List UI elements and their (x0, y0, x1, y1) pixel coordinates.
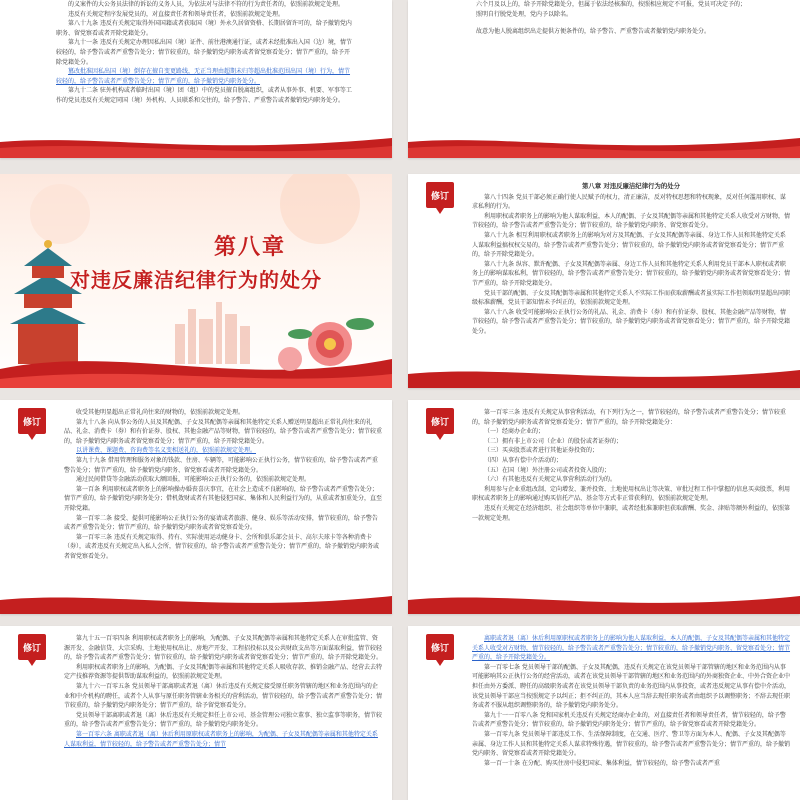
text-line: 利用职权或者职务上的影响，为配偶、子女及其配偶等亲属和其他特定关系人吸收存款、推销金融产品、经营去去特定产技推荐资源等提供帮助谋取利益的，依照前款规定处理。 (64, 663, 383, 681)
revision-tag: 修订 (426, 634, 454, 660)
text-line-revised: 以讲课费、课题费、咨询费等名义变相送礼的，依照前款规定处理。 (76, 447, 257, 455)
text-line: 第九十五一百零四条 利用职权或者职务上的影响，为配偶、子女及其配偶等亲属和其他特定关系人在审批监管、资源开发、金融信贷、大宗采购、土地使用权出让、房地产开发、工程招投标以及公共财政支出等方面谋取利益，情节较轻的，给予警告或者严重警告处分；情节较重的，给予撤销党内职务或者留党察看处分；情节严重的，给予开除党籍处分。 (64, 635, 383, 662)
slide-page-8[interactable] (408, 626, 800, 800)
list-item: （三）买卖股票或者进行其他证券投资的； (484, 447, 599, 455)
slide-text (64, 408, 382, 562)
slide-page-5[interactable] (0, 400, 392, 614)
text-line: 故意为他人脱离组织出走提供方便条件的，给予警告、严重警告或者撤销党内职务处分。 (476, 28, 711, 36)
slide-page-1[interactable] (0, 0, 392, 158)
slide-text (472, 408, 790, 523)
text-line-revised: 第一百零六条 离职或者退（离）休后利用原职权或者职务上的影响，为配偶、子女及其配偶等亲属和其他特定关系人谋取利益，情节较轻的，给予警告或者严重警告处分；情节 (64, 730, 378, 748)
text-line: 第九十九条 借用管理和服务对象的钱款、住房、车辆等，可能影响公正执行公务，情节较重的，给予警告或者严重警告处分；情节严重的，给予撤销党内职务、留党察看或者开除党籍处分。 (64, 456, 378, 474)
text-line: 第九十一条 违反有关规定办理因私出国（境）证件、前往港澳通行证，或者未经批准出入国（边）境，情节较轻的，给予警告或者严重警告处分；情节较重的，给予撤销党内职务或者留党察看处分；情节严重的，给予开除党籍处分。 (56, 39, 352, 66)
text-line: 党员干部的配偶、子女及其配偶等亲属和其他特定关系人不实际工作而获取薪酬或者虽实际工作但领取明显超出同职级标准薪酬，党员干部知情未予纠正的，依照前款规定处理。 (472, 289, 791, 307)
text-line: 利用职权或者职务上的影响为他人谋取利益，本人的配偶、子女及其配偶等亲属和其他特定关系人收受对方财物，情节较轻的，给予警告或者严重警告处分；情节较重的，给予撤销党内职务、留党察看处分。 (472, 212, 791, 230)
slide-text (56, 0, 352, 106)
text-line: 第一百零三条 违反有关规定取得、持有、实际使用运动健身卡、会所和俱乐部会员卡、高尔夫球卡等各种消费卡（券），或者违反有关规定出入私人会所，情节较重的，给予警告或者严重警告处分；情节严重的，给予撤销党内职务或者留党察看处分。 (64, 533, 380, 560)
list-item: （四）从事有偿中介活动的； (484, 456, 563, 464)
text-line: 第八十八条 收受可能影响公正执行公务的礼品、礼金、消费卡（券）和有价证券、股权、其他金融产品等财物，情节较轻的，给予警告或者严重警告处分；情节较重的，给予撤销党内职务或者留党察看处分；情节严重的，给予开除党籍处分。 (472, 308, 791, 335)
text-line: 六个月及以上的，给予开除党籍处分，但属于依法经核准的，按照相应规定不可报，党员可决定予的； (476, 1, 747, 8)
red-wave-decoration (0, 586, 392, 614)
text-line: 第八十九条 相互利用职权或者职务上的影响为对方及其配偶、子女及其配偶等亲属、身边工作人员和其他特定关系人谋取利益搞权权交易的，给予警告或者严重警告处分；情节较重的，给予撤销党内职务或者留党察看处分；情节严重的，给予开除党籍处分。 (472, 231, 786, 259)
list-item: （一）经商办企业的； (484, 428, 545, 436)
slide-text (472, 182, 790, 337)
text-line: 第一百一十条 在分配、购买住房中侵犯国家、集体利益，情节较轻的，给予警告或者严重 (484, 759, 720, 767)
city-skyline-illustration (175, 302, 250, 364)
red-wave-decoration (0, 130, 392, 158)
text-line: 违反有关规定在经济组织、社会组织等单位中兼职，或者经批准兼职但获取薪酬、奖金、津贴等额外利益的，依照第一款规定处理。 (472, 504, 791, 522)
chapter-name-title: 对违反廉洁纪律行为的处分 (70, 268, 322, 292)
slide-text (64, 634, 382, 749)
text-line: 第一百零三条 违反有关规定从事营利活动，有下列行为之一，情节较轻的，给予警告或者严重警告处分；情节较重的，给予撤销党内职务或者留党察看处分；情节严重的，给予开除党籍处分： (472, 409, 786, 426)
list-item: （六）有其他违反有关规定从事营利活动行为的。 (484, 476, 617, 484)
text-line: 第八十九条 违反有关规定取得外国国籍或者获取国（境）外永久居留资格、长期居留许可的，给予撤销党内职务、留党察看或者开除党籍处分。 (56, 20, 352, 37)
text-line: 照明自行脱党处理，党内予以除名。 (476, 10, 573, 18)
text-line: 通过民间借贷等金融活动获取大额回报，可能影响公正执行公务的，依照前款规定处理。 (76, 476, 311, 484)
slide-text (472, 634, 790, 768)
text-line: 的义案件的大公务员法律的诉讼的义务人员，为依法对与法律不符的行为责任者的，依照前款规定处理。 (68, 1, 345, 8)
slide-page-2[interactable] (408, 0, 800, 158)
text-line: 违反有关规定程序发展党员的，对直接责任者和领导责任者，依照前款规定处理。 (68, 10, 285, 18)
chapter-cover-slide[interactable] (0, 174, 392, 388)
peony-flower-illustration (278, 318, 374, 371)
revision-tag: 修订 (426, 408, 454, 434)
slide-page-6[interactable] (408, 400, 800, 614)
list-item: （二）拥有非上市公司（企业）的股份或者证券的； (484, 437, 623, 445)
revision-tag: 修订 (18, 634, 46, 660)
text-line: 第九十六一百零五条 党员领导干部离职或者退（离）休后违反有关规定接受原任职务管辖的地区和业务范围内的企业和中介机构的聘任，或者个人从事与原任职务管辖业务相关的营利活动，情节较轻的，给予警告或者严重警告处分；情节较重的，给予撤销党内职务处分；情节严重的，给予留党察看处分。 (64, 682, 383, 710)
text-line: 第九十一一百零八条 党和国家机关违反有关规定经商办企业的，对直接责任者和领导责任者，情节较轻的，给予警告或者严重警告处分；情节较重的，给予撤销党内职务处分；情节严重的，给予留党察看或者开除党籍处分。 (472, 711, 786, 729)
revision-tag: 修订 (18, 408, 46, 434)
slide-page-4[interactable] (408, 174, 800, 388)
red-wave-decoration (408, 130, 800, 158)
list-item: （五）在国（境）外注册公司或者投资入股的； (484, 466, 611, 474)
text-line: 第八十四条 党员干部必须正确行使人民赋予的权力，清正廉洁，反对特权思想和特权现象，反对任何滥用职权、谋求私利的行为。 (472, 193, 786, 211)
red-wave-decoration (408, 360, 800, 388)
red-wave-decoration (408, 586, 800, 614)
text-line: 第一百零九条 党员领导干部违反工作、生活保障制度，在交通、医疗、警卫等方面为本人、配偶、子女及其配偶等亲属、身边工作人员和其他特定关系人谋求特殊待遇，情节较重的，给予警告或者严重警告处分；情节严重的，给予撤销党内职务、留党察看或者开除党籍处分。 (472, 730, 791, 758)
slide-text (464, 0, 760, 37)
text-line: 第八十九条 纵容、默许配偶、子女及其配偶等亲属、身边工作人员和其他特定关系人利用党员干部本人职权或者职务上的影响谋取私利，情节较轻的，给予警告或者严重警告处分；情节较重的，给予撤销党内职务或者留党察看处分；情节严重的，给予开除党籍处分。 (472, 260, 791, 287)
temple-of-heaven-illustration (10, 240, 86, 364)
text-line: 第九十八条 向从事公务的人员及其配偶、子女及其配偶等亲属和其他特定关系人赠送明显超出正常礼尚往来的礼品、礼金、消费卡（券）和有价证券、股权、其他金融产品等财物，情节较轻的，给予警告或者严重警告处分；情节较重的，给予撤销党内职务或者留党察看处分；情节严重的，给予开除党籍处分。 (64, 418, 383, 445)
text-line-revised: 离职或者退（离）休后利用原职权或者职务上的影响为他人谋取利益，本人的配偶、子女及其配偶等亲属和其他特定关系人收受对方财物，情节较轻的，给予警告或者严重警告处分；情节较重的，给予撤销党内职务、留党察看处分；情节严重的，给予开除党籍处分。 (472, 635, 791, 662)
text-line: 第一百零七条 党员领导干部的配偶、子女及其配偶，违反有关规定在该党员领导干部管辖的地区和业务范围内从事可能影响其公正执行公务的经营活动，或者在该党员领导干部管辖的地区和业务范围内的外商独资企业、中外合资企业中担任由外方委派、聘任的高级职务或者在该党员领导干部负责的业务范围内从事投资，或者违反规定从事有偿中介活动，该党员领导干部应当按照规定予以纠正；拒不纠正的，其本人应当辞去现任职务或者由组织予以调整职务；不辞去现任职务或者不服从组织调整职务的，给予撤销党内职务处分。 (472, 663, 791, 710)
text-line: 第一百条 利用职权或者职务上的影响操办婚丧喜庆事宜，在社会上造成不良影响的，给予警告或者严重警告处分；情节严重的，给予撤销党内职务处分；借机敛财或者有其他侵犯国家、集体和人民利益行为的，从重或者加重处分，直至开除党籍。 (64, 485, 383, 512)
text-line: 收受其他明显超出正常礼尚往来的财物的，依照前款规定处理。 (76, 409, 245, 416)
text-line: 利用参与企业重组改制、定向增发、兼并投资、土地使用权出让等决策、审批过程工作中掌握的信息买卖股票，利用职权或者职务上的影响通过购买信托产品、基金等方式非正常获利的，依照前款规定处理。 (472, 485, 791, 503)
chapter-number-title: 第八章 (213, 235, 286, 260)
section-heading: 第八章 对违反廉洁纪律行为的处分 (581, 182, 681, 190)
revision-tag: 修订 (426, 182, 454, 208)
text-line: 党员领导干部离职或者退（离）休后违反有关规定担任上市公司、基金管理公司独立董事、独立监事等职务，情节较重的，给予警告或者严重警告处分；情节严重的，给予撤销党内职务处分。 (64, 711, 383, 729)
slide-page-7[interactable] (0, 626, 392, 800)
text-line: 第九十二条 驻外机构或者临时出国（境）团（组）中的党员擅自脱离组织，或者从事外事、机要、军事等工作的党员违反有关规定同国（境）外机构、人员联系和交往的，给予警告、严重警告或者撤销党内职务处分。 (56, 87, 352, 104)
text-line: 第一百零二条 接受、提供可能影响公正执行公务的宴请或者旅游、健身、娱乐等活动安排，情节较重的，给予警告或者严重警告处分；情节严重的，给予撤销党内职务或者留党察看处分。 (64, 514, 378, 532)
text-line-revised: 篡改批准因私出国（境）倒存在擅自变更路线，无正当理由超期未归等超出批准范围出国（境）行为，情节较轻的，给予警告或者严重警告处分；情节严重的，给予撤销党内职务处分。 (56, 68, 351, 85)
